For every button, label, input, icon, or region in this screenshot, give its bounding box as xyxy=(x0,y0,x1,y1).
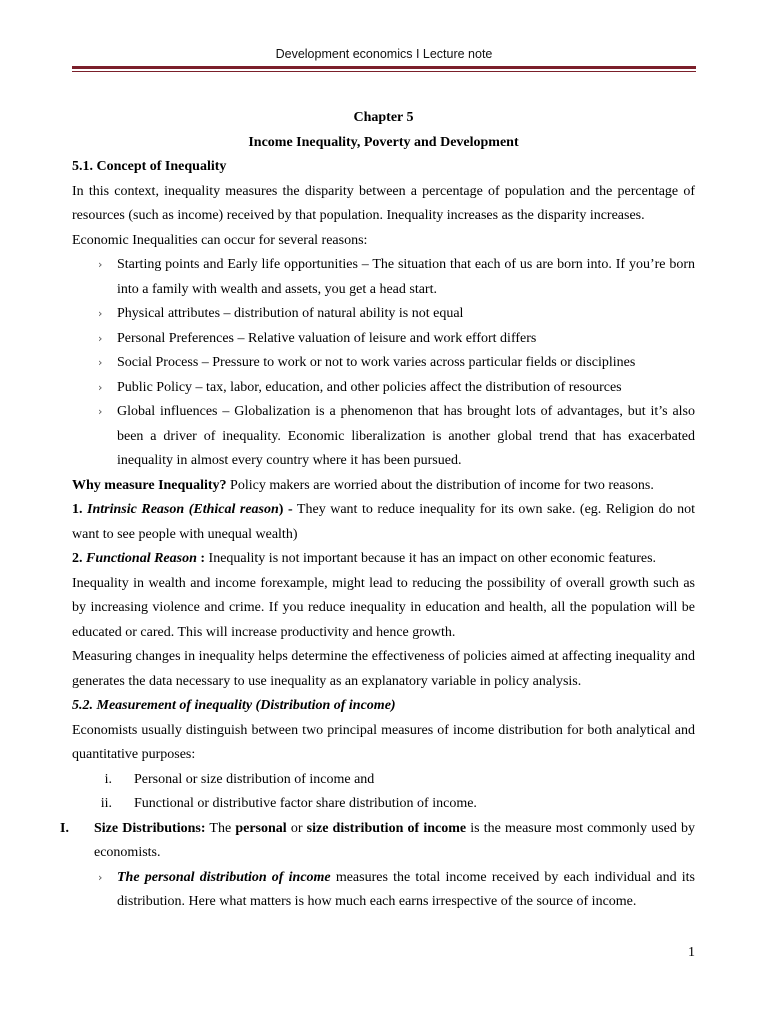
reasons-lead: Economic Inequalities can occur for several reasons: xyxy=(72,232,368,248)
bullet-arrow-icon: › xyxy=(98,870,103,884)
bullet-arrow-icon: › xyxy=(98,307,103,320)
measures-list xyxy=(72,768,695,817)
list-item: › The personal distribution of income measures the total income received by each individual and its distribution. Here what matters is how much each earns irrespective of the source of income. xyxy=(72,866,695,915)
reasons-list xyxy=(72,253,695,474)
page-number: 1 xyxy=(688,945,695,960)
list-item: ii. Functional or distributive factor share distribution of income. xyxy=(100,796,477,811)
section-heading-5-2: 5.2. Measurement of inequality (Distribution of income) xyxy=(72,698,396,713)
bullet-arrow-icon: › xyxy=(98,356,103,369)
header-rule-thick xyxy=(72,66,696,69)
list-item: i. Personal or size distribution of income and xyxy=(104,771,375,787)
page-body xyxy=(60,106,696,915)
header-rule-thin xyxy=(72,71,696,72)
list-item: › Physical attributes – distribution of natural ability is not equal xyxy=(72,302,695,327)
size-distribution-bullets xyxy=(72,866,695,915)
measurement-intro-paragraph: Economists usually distinguish between two principal measures of income distribution for both analytical and quantitative purposes: xyxy=(72,722,695,762)
list-item: › Global influences – Globalization is a phenomenon that has brought lots of advantages, but it’s also been a driver of inequality. Economic liberalization is another global trend that has exacerbated inequality in almost every country where it has been pursued. xyxy=(72,400,695,474)
list-item: › Social Process – Pressure to work or not to work varies across particular fields or disciplines xyxy=(72,351,695,376)
why-measure-paragraph: Why measure Inequality? Policy makers are worried about the distribution of income for two reasons. xyxy=(72,477,654,493)
section-heading-5-1: 5.1. Concept of Inequality xyxy=(72,159,227,174)
chapter-title: Income Inequality, Poverty and Development xyxy=(248,134,519,150)
intrinsic-reason-title: Intrinsic Reason (Ethical reason xyxy=(87,502,279,517)
bullet-arrow-icon: › xyxy=(98,331,103,345)
list-item: › Public Policy – tax, labor, education, and other policies affect the distribution of resources xyxy=(72,376,695,401)
running-header: Development economics I Lecture note xyxy=(275,47,493,61)
list-item: › Personal Preferences – Relative valuation of leisure and work effort differs xyxy=(72,327,695,352)
inequality-growth-paragraph: Inequality in wealth and income forexample, might lead to reducing the possibility of overall growth such as by increasing violence and crime. If you reduce inequality in education and health, all the population will be educated or cared. This will increase productivity and hence growth. xyxy=(72,575,695,640)
bullet-arrow-icon: › xyxy=(98,380,103,394)
size-distributions-paragraph: I. Size Distributions: The personal or size distribution of income is the measure most commonly used by economists. xyxy=(60,820,696,860)
why-measure-question: Why measure Inequality? xyxy=(72,477,227,493)
bullet-arrow-icon: › xyxy=(98,258,103,271)
inequality-intro-paragraph: In this context, inequality measures the disparity between a percentage of population and the percentage of resources (such as income) received by that population. Inequality increases as the disparity increases. xyxy=(72,183,695,223)
measuring-changes-paragraph: Measuring changes in inequality helps determine the effectiveness of policies aimed at affecting inequality and generates the data necessary to use inequality as an explanatory variable in policy analysis. xyxy=(72,649,695,689)
bullet-arrow-icon: › xyxy=(98,405,103,418)
intrinsic-reason-paragraph: 1. Intrinsic Reason (Ethical reason) - They want to reduce inequality for its own sake. (eg. Religion do not want to see people with unequal wealth) xyxy=(72,502,696,542)
functional-reason-title: Functional Reason xyxy=(86,551,197,566)
size-distributions-title: Size Distributions: xyxy=(94,820,206,836)
chapter-number: Chapter 5 xyxy=(353,110,414,125)
list-item: › Starting points and Early life opportunities – The situation that each of us are born into. If you’re born into a family with wealth and assets, you get a head start. xyxy=(72,253,695,302)
functional-reason-paragraph: 2. Functional Reason : Inequality is not important because it has an impact on other economic features. xyxy=(72,551,657,566)
